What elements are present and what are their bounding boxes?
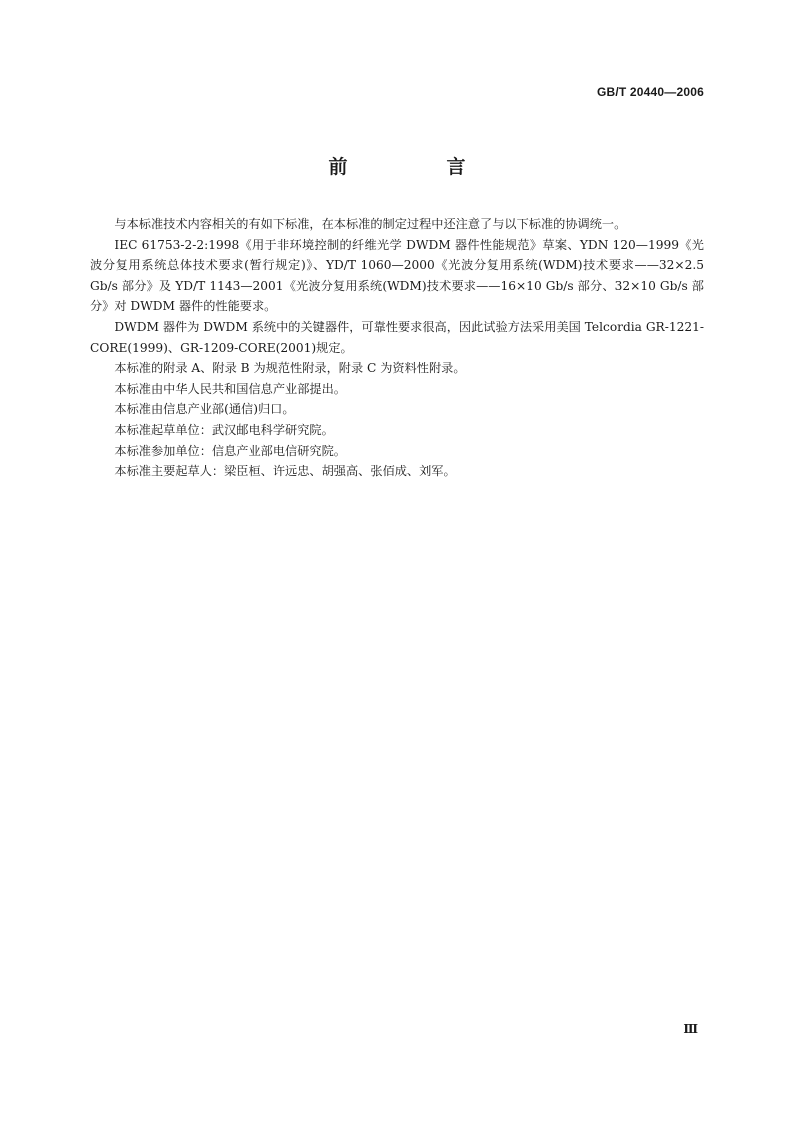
paragraph-participating-unit: 本标准参加单位：信息产业部电信研究院。 bbox=[114, 443, 346, 458]
paragraph-dwdm-reliability: DWDM 器件为 DWDM 系统中的关键器件，可靠性要求很高，因此试验方法采用美国 Telcordia GR-1221-CORE(1999)、GR-1209-CORE(2001)规定。 bbox=[90, 319, 704, 355]
paragraph-appendices: 本标准的附录 A、附录 B 为规范性附录，附录 C 为资料性附录。 bbox=[114, 361, 466, 376]
paragraph-proposed-by: 本标准由中华人民共和国信息产业部提出。 bbox=[114, 381, 346, 396]
paragraph-drafting-unit: 本标准起草单位：武汉邮电科学研究院。 bbox=[114, 422, 334, 437]
paragraph-related-standards: 与本标准技术内容相关的有如下标准，在本标准的制定过程中还注意了与以下标准的协调统一。 bbox=[114, 217, 627, 231]
page-title: 前 言 bbox=[328, 156, 506, 178]
paragraph-reference-standards: IEC 61753-2-2:1998《用于非环境控制的纤维光学 DWDM 器件性能规范》草案、YDN 120—1999《光波分复用系统总体技术要求(暂行规定)》、YD/T 1060—2000《光波分复用系统(WDM)技术要求——32×2.5 Gb/s 部分》及 YD/T 1143—2001《光波分复用系统(WDM)技术要求——16×10 Gb/s 部分、32×10 Gb/s 部分》对 DWDM 器件的性能要求。 bbox=[90, 237, 704, 314]
standard-number: GB/T 20440—2006 bbox=[596, 85, 704, 99]
page-number: Ⅲ bbox=[683, 1022, 698, 1036]
paragraph-main-drafters: 本标准主要起草人：梁臣桓、许远忠、胡强高、张佰成、刘军。 bbox=[114, 464, 456, 479]
paragraph-managed-by: 本标准由信息产业部(通信)归口。 bbox=[114, 402, 295, 417]
foreword-body bbox=[90, 214, 704, 482]
